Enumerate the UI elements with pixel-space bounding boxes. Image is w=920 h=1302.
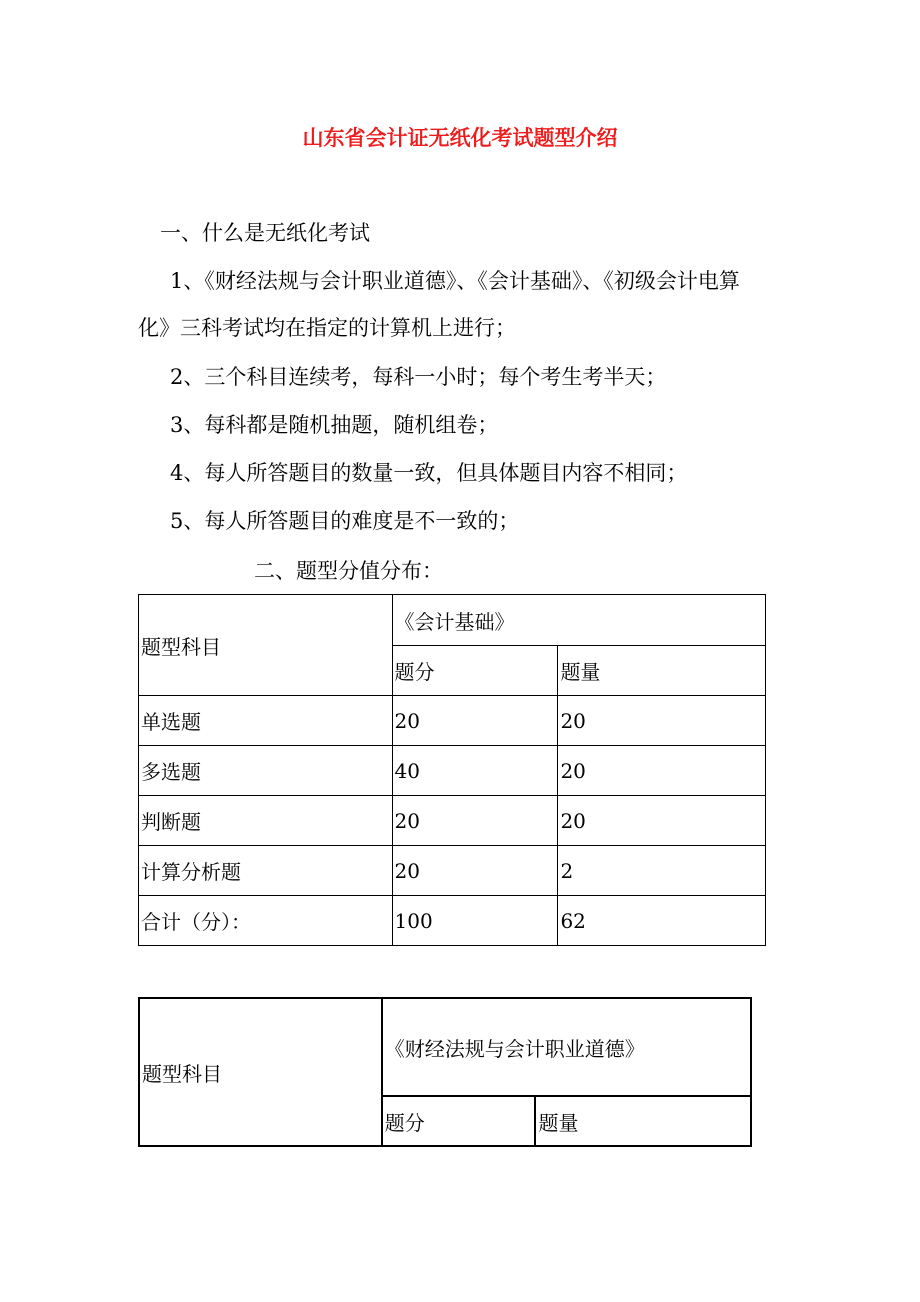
- table-row: [139, 696, 766, 746]
- table1-count-cell: 2: [558, 846, 766, 896]
- table1-count-cell: 20: [558, 746, 766, 796]
- section1-item3: 3、每科都是随机抽题，随机组卷；: [170, 413, 499, 437]
- table2-score-header: 题分: [382, 1096, 536, 1146]
- section1-item1-line1: 1、《财经法规与会计职业道德》、《会计基础》、《初级会计电算: [170, 269, 740, 293]
- table1-subject-header: 《会计基础》: [392, 595, 765, 646]
- table1-score-cell: 20: [392, 796, 558, 846]
- table1-count-cell: 20: [558, 696, 766, 746]
- table1-score-header: 题分: [392, 646, 558, 696]
- table-row: [139, 846, 766, 896]
- section1-heading: 一、什么是无纸化考试: [160, 221, 370, 245]
- table2-corner-cell: 题型科目: [139, 998, 382, 1146]
- table-row: [139, 896, 766, 946]
- table1-type-cell: 多选题: [139, 746, 393, 796]
- table1-type-cell: 计算分析题: [139, 846, 393, 896]
- section1-item1-line2: 化》三科考试均在指定的计算机上进行；: [138, 316, 516, 340]
- section1-item5: 5、每人所答题目的难度是不一致的；: [170, 509, 520, 533]
- table1-type-cell: 判断题: [139, 796, 393, 846]
- table1-count-cell: 62: [558, 896, 766, 946]
- table1-count-header: 题量: [558, 646, 766, 696]
- table-row: [139, 746, 766, 796]
- page-title: 山东省会计证无纸化考试题型介绍: [302, 125, 618, 150]
- table1-score-cell: 20: [392, 696, 558, 746]
- table1-corner-cell: 题型科目: [139, 595, 393, 696]
- table1-score-cell: 20: [392, 846, 558, 896]
- table2-count-header: 题量: [535, 1096, 751, 1146]
- table-row: [139, 796, 766, 846]
- table1-type-cell: 单选题: [139, 696, 393, 746]
- section1-item4: 4、每人所答题目的数量一致，但具体题目内容不相同；: [170, 461, 688, 485]
- table1-score-cell: 100: [392, 896, 558, 946]
- score-table-accounting-basics: [138, 594, 766, 946]
- table1-type-cell: 合计（分）：: [139, 896, 393, 946]
- table1-score-cell: 40: [392, 746, 558, 796]
- section1-item2: 2、三个科目连续考，每科一小时；每个考生考半天；: [170, 365, 667, 389]
- table2-subject-header: 《财经法规与会计职业道德》: [382, 998, 751, 1096]
- score-table-finance-law-ethics: [138, 997, 752, 1147]
- section1-item1: [138, 266, 793, 343]
- table1-count-cell: 20: [558, 796, 766, 846]
- section2-heading: 二、题型分值分布：: [254, 559, 443, 583]
